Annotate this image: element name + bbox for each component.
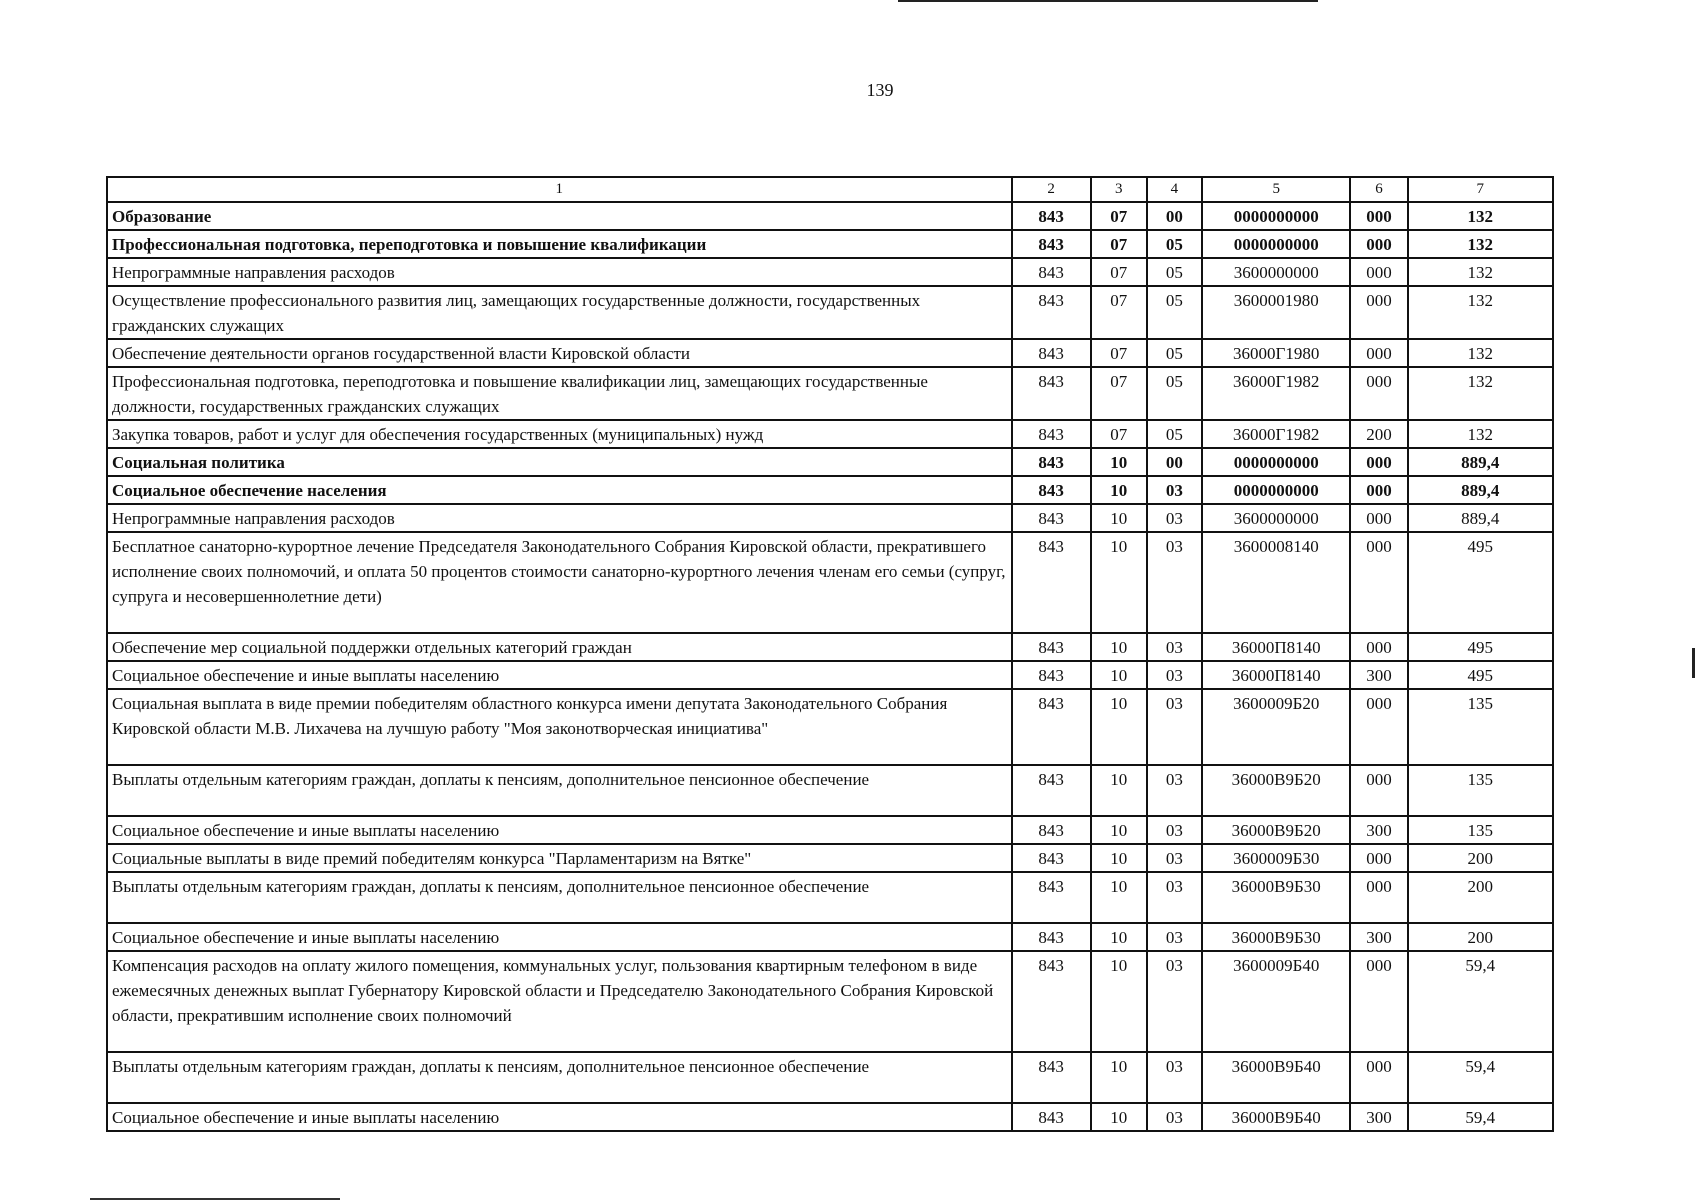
budget-table-body	[107, 177, 1553, 1131]
expense-type-cell: 000	[1350, 367, 1407, 420]
section-code-cell: 07	[1091, 339, 1147, 367]
ministry-code-cell: 843	[1012, 844, 1091, 872]
ministry-code-cell: 843	[1012, 286, 1091, 339]
expense-type-cell: 000	[1350, 476, 1407, 504]
expense-type-cell: 000	[1350, 202, 1407, 230]
subsection-code-cell: 03	[1147, 765, 1202, 816]
table-row	[107, 689, 1553, 765]
ministry-code-cell: 843	[1012, 420, 1091, 448]
target-article-cell: 36000В9Б40	[1202, 1052, 1350, 1103]
amount-cell: 200	[1408, 872, 1553, 923]
expense-type-cell: 000	[1350, 1052, 1407, 1103]
target-article-cell: 3600009Б20	[1202, 689, 1350, 765]
subsection-code-cell: 05	[1147, 367, 1202, 420]
amount-cell: 59,4	[1408, 1103, 1553, 1131]
target-article-cell: 36000Г1982	[1202, 420, 1350, 448]
section-code-cell: 10	[1091, 633, 1147, 661]
expense-type-cell: 000	[1350, 872, 1407, 923]
target-article-cell: 3600001980	[1202, 286, 1350, 339]
amount-cell: 132	[1408, 339, 1553, 367]
section-code-cell: 10	[1091, 689, 1147, 765]
column-header-4: 4	[1147, 177, 1202, 202]
expense-name-cell: Бесплатное санаторно-курортное лечение Председателя Законодательного Собрания Кировской области, прекратившего исполнение своих полномочий, и оплата 50 процентов стоимости санаторно-курортного лечения членам его семьи (супруг, супруга и несовершеннолетние дети)	[107, 532, 1012, 633]
target-article-cell: 36000П8140	[1202, 633, 1350, 661]
expense-name-cell: Обеспечение мер социальной поддержки отдельных категорий граждан	[107, 633, 1012, 661]
expense-type-cell: 000	[1350, 230, 1407, 258]
section-code-cell: 10	[1091, 844, 1147, 872]
expense-type-cell: 000	[1350, 339, 1407, 367]
target-article-cell: 0000000000	[1202, 230, 1350, 258]
column-number-header-row	[107, 177, 1553, 202]
subsection-code-cell: 03	[1147, 1103, 1202, 1131]
ministry-code-cell: 843	[1012, 202, 1091, 230]
expense-type-cell: 000	[1350, 286, 1407, 339]
subsection-code-cell: 00	[1147, 202, 1202, 230]
section-code-cell: 07	[1091, 420, 1147, 448]
top-edge-rule	[898, 0, 1318, 2]
section-code-cell: 10	[1091, 532, 1147, 633]
ministry-code-cell: 843	[1012, 1103, 1091, 1131]
column-header-7: 7	[1408, 177, 1553, 202]
expense-name-cell: Осуществление профессионального развития лиц, замещающих государственные должности, государственных гражданских служащих	[107, 286, 1012, 339]
amount-cell: 135	[1408, 689, 1553, 765]
amount-cell: 495	[1408, 661, 1553, 689]
table-row	[107, 367, 1553, 420]
table-row	[107, 633, 1553, 661]
section-code-cell: 10	[1091, 1052, 1147, 1103]
subsection-code-cell: 05	[1147, 286, 1202, 339]
expense-name-cell: Социальное обеспечение и иные выплаты населению	[107, 923, 1012, 951]
target-article-cell: 36000Г1980	[1202, 339, 1350, 367]
column-header-5: 5	[1202, 177, 1350, 202]
amount-cell: 200	[1408, 844, 1553, 872]
target-article-cell: 36000В9Б30	[1202, 872, 1350, 923]
column-header-2: 2	[1012, 177, 1091, 202]
section-code-cell: 10	[1091, 476, 1147, 504]
amount-cell: 889,4	[1408, 504, 1553, 532]
amount-cell: 132	[1408, 367, 1553, 420]
ministry-code-cell: 843	[1012, 816, 1091, 844]
expense-type-cell: 300	[1350, 661, 1407, 689]
expense-name-cell: Выплаты отдельным категориям граждан, доплаты к пенсиям, дополнительное пенсионное обеспечение	[107, 1052, 1012, 1103]
subsection-code-cell: 03	[1147, 476, 1202, 504]
target-article-cell: 0000000000	[1202, 476, 1350, 504]
target-article-cell: 0000000000	[1202, 202, 1350, 230]
section-code-cell: 10	[1091, 504, 1147, 532]
target-article-cell: 36000В9Б30	[1202, 923, 1350, 951]
ministry-code-cell: 843	[1012, 689, 1091, 765]
section-code-cell: 10	[1091, 951, 1147, 1052]
table-row	[107, 844, 1553, 872]
table-row	[107, 339, 1553, 367]
table-row	[107, 476, 1553, 504]
expense-name-cell: Социальное обеспечение и иные выплаты населению	[107, 661, 1012, 689]
section-code-cell: 07	[1091, 230, 1147, 258]
expense-name-cell: Непрограммные направления расходов	[107, 258, 1012, 286]
target-article-cell: 3600000000	[1202, 504, 1350, 532]
ministry-code-cell: 843	[1012, 923, 1091, 951]
subsection-code-cell: 00	[1147, 448, 1202, 476]
amount-cell: 889,4	[1408, 476, 1553, 504]
amount-cell: 495	[1408, 532, 1553, 633]
expense-type-cell: 000	[1350, 258, 1407, 286]
ministry-code-cell: 843	[1012, 765, 1091, 816]
expense-type-cell: 000	[1350, 504, 1407, 532]
table-row	[107, 230, 1553, 258]
budget-table	[106, 176, 1554, 1132]
expense-type-cell: 000	[1350, 765, 1407, 816]
table-row	[107, 420, 1553, 448]
margin-mark	[1692, 648, 1695, 678]
expense-name-cell: Социальное обеспечение населения	[107, 476, 1012, 504]
target-article-cell: 3600008140	[1202, 532, 1350, 633]
ministry-code-cell: 843	[1012, 504, 1091, 532]
expense-name-cell: Закупка товаров, работ и услуг для обеспечения государственных (муниципальных) нужд	[107, 420, 1012, 448]
expense-type-cell: 300	[1350, 816, 1407, 844]
page-number: 139	[866, 80, 894, 100]
section-code-cell: 07	[1091, 286, 1147, 339]
expense-name-cell: Социальная выплата в виде премии победителям областного конкурса имени депутата Законодательного Собрания Кировской области М.В. Лихачева на лучшую работу "Моя законотворческая инициатива"	[107, 689, 1012, 765]
subsection-code-cell: 05	[1147, 258, 1202, 286]
target-article-cell: 3600000000	[1202, 258, 1350, 286]
table-row	[107, 872, 1553, 923]
expense-type-cell: 300	[1350, 1103, 1407, 1131]
target-article-cell: 36000П8140	[1202, 661, 1350, 689]
section-code-cell: 10	[1091, 448, 1147, 476]
expense-name-cell: Выплаты отдельным категориям граждан, доплаты к пенсиям, дополнительное пенсионное обеспечение	[107, 872, 1012, 923]
table-row	[107, 504, 1553, 532]
ministry-code-cell: 843	[1012, 1052, 1091, 1103]
table-row	[107, 286, 1553, 339]
ministry-code-cell: 843	[1012, 872, 1091, 923]
ministry-code-cell: 843	[1012, 367, 1091, 420]
amount-cell: 200	[1408, 923, 1553, 951]
column-header-3: 3	[1091, 177, 1147, 202]
section-code-cell: 07	[1091, 202, 1147, 230]
subsection-code-cell: 03	[1147, 816, 1202, 844]
table-row	[107, 923, 1553, 951]
ministry-code-cell: 843	[1012, 661, 1091, 689]
subsection-code-cell: 03	[1147, 951, 1202, 1052]
target-article-cell: 36000Г1982	[1202, 367, 1350, 420]
target-article-cell: 36000В9Б20	[1202, 816, 1350, 844]
table-row	[107, 765, 1553, 816]
expense-name-cell: Образование	[107, 202, 1012, 230]
expense-name-cell: Обеспечение деятельности органов государственной власти Кировской области	[107, 339, 1012, 367]
table-row	[107, 448, 1553, 476]
expense-name-cell: Социальная политика	[107, 448, 1012, 476]
expense-type-cell: 000	[1350, 448, 1407, 476]
amount-cell: 59,4	[1408, 951, 1553, 1052]
expense-name-cell: Социальное обеспечение и иные выплаты населению	[107, 1103, 1012, 1131]
subsection-code-cell: 03	[1147, 504, 1202, 532]
expense-name-cell: Профессиональная подготовка, переподготовка и повышение квалификации	[107, 230, 1012, 258]
target-article-cell: 3600009Б30	[1202, 844, 1350, 872]
subsection-code-cell: 03	[1147, 689, 1202, 765]
ministry-code-cell: 843	[1012, 339, 1091, 367]
amount-cell: 889,4	[1408, 448, 1553, 476]
subsection-code-cell: 03	[1147, 844, 1202, 872]
ministry-code-cell: 843	[1012, 448, 1091, 476]
ministry-code-cell: 843	[1012, 532, 1091, 633]
table-row	[107, 1052, 1553, 1103]
subsection-code-cell: 03	[1147, 1052, 1202, 1103]
column-header-1: 1	[107, 177, 1012, 202]
section-code-cell: 10	[1091, 765, 1147, 816]
subsection-code-cell: 03	[1147, 923, 1202, 951]
section-code-cell: 10	[1091, 872, 1147, 923]
column-header-6: 6	[1350, 177, 1407, 202]
table-row	[107, 258, 1553, 286]
expense-name-cell: Социальное обеспечение и иные выплаты населению	[107, 816, 1012, 844]
expense-name-cell: Профессиональная подготовка, переподготовка и повышение квалификации лиц, замещающих государственные должности, государственных гражданских служащих	[107, 367, 1012, 420]
expense-name-cell: Выплаты отдельным категориям граждан, доплаты к пенсиям, дополнительное пенсионное обеспечение	[107, 765, 1012, 816]
expense-name-cell: Компенсация расходов на оплату жилого помещения, коммунальных услуг, пользования квартирным телефоном в виде ежемесячных денежных выплат Губернатору Кировской области и Председателю Законодательного Собрания Кировской области, прекратившим исполнение своих полномочий	[107, 951, 1012, 1052]
expense-type-cell: 000	[1350, 532, 1407, 633]
section-code-cell: 10	[1091, 661, 1147, 689]
target-article-cell: 36000В9Б20	[1202, 765, 1350, 816]
table-row	[107, 1103, 1553, 1131]
amount-cell: 495	[1408, 633, 1553, 661]
amount-cell: 132	[1408, 230, 1553, 258]
amount-cell: 59,4	[1408, 1052, 1553, 1103]
table-row	[107, 661, 1553, 689]
ministry-code-cell: 843	[1012, 230, 1091, 258]
subsection-code-cell: 03	[1147, 872, 1202, 923]
ministry-code-cell: 843	[1012, 258, 1091, 286]
ministry-code-cell: 843	[1012, 951, 1091, 1052]
expense-type-cell: 000	[1350, 633, 1407, 661]
subsection-code-cell: 03	[1147, 633, 1202, 661]
expense-name-cell: Непрограммные направления расходов	[107, 504, 1012, 532]
expense-type-cell: 000	[1350, 689, 1407, 765]
amount-cell: 135	[1408, 765, 1553, 816]
section-code-cell: 10	[1091, 816, 1147, 844]
ministry-code-cell: 843	[1012, 476, 1091, 504]
target-article-cell: 36000В9Б40	[1202, 1103, 1350, 1131]
subsection-code-cell: 03	[1147, 532, 1202, 633]
table-row	[107, 951, 1553, 1052]
amount-cell: 132	[1408, 202, 1553, 230]
section-code-cell: 07	[1091, 367, 1147, 420]
expense-type-cell: 000	[1350, 951, 1407, 1052]
table-row	[107, 202, 1553, 230]
subsection-code-cell: 05	[1147, 230, 1202, 258]
amount-cell: 135	[1408, 816, 1553, 844]
ministry-code-cell: 843	[1012, 633, 1091, 661]
subsection-code-cell: 03	[1147, 661, 1202, 689]
amount-cell: 132	[1408, 420, 1553, 448]
expense-type-cell: 000	[1350, 844, 1407, 872]
amount-cell: 132	[1408, 286, 1553, 339]
target-article-cell: 0000000000	[1202, 448, 1350, 476]
table-row	[107, 816, 1553, 844]
amount-cell: 132	[1408, 258, 1553, 286]
expense-name-cell: Социальные выплаты в виде премий победителям конкурса "Парламентаризм на Вятке"	[107, 844, 1012, 872]
expense-type-cell: 300	[1350, 923, 1407, 951]
section-code-cell: 10	[1091, 1103, 1147, 1131]
section-code-cell: 07	[1091, 258, 1147, 286]
section-code-cell: 10	[1091, 923, 1147, 951]
subsection-code-cell: 05	[1147, 420, 1202, 448]
target-article-cell: 3600009Б40	[1202, 951, 1350, 1052]
subsection-code-cell: 05	[1147, 339, 1202, 367]
table-row	[107, 532, 1553, 633]
expense-type-cell: 200	[1350, 420, 1407, 448]
